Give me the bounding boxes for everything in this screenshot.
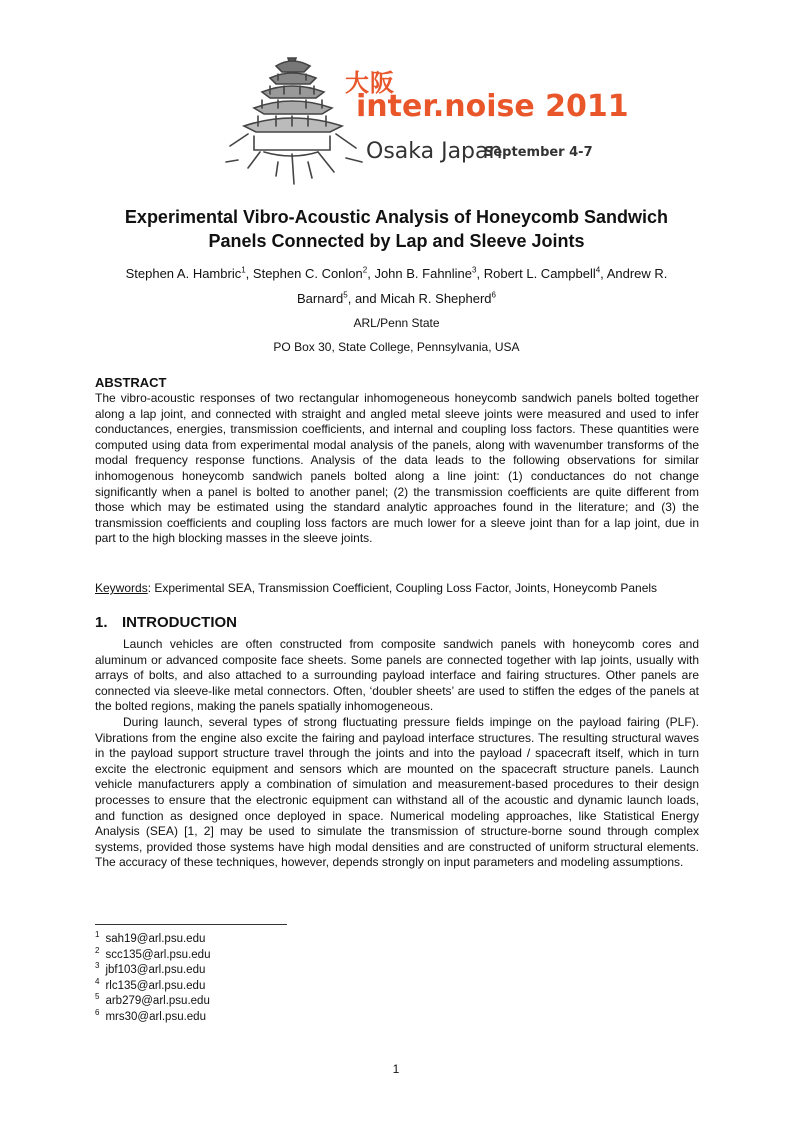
address: PO Box 30, State College, Pennsylvania, USA [273, 340, 520, 354]
affiliation: ARL/Penn State [353, 316, 440, 330]
footnote-email: mrs30@arl.psu.edu [105, 1010, 206, 1023]
author-mark: 5 [343, 290, 348, 300]
author-mark: 1 [241, 265, 246, 275]
author-name: Barnard [297, 291, 344, 306]
author-name: Micah R. Shepherd [380, 291, 492, 306]
author-mark: 4 [595, 265, 601, 275]
abstract-heading: ABSTRACT [95, 375, 167, 390]
paper-title-line2: Panels Connected by Lap and Sleeve Joints [208, 231, 585, 251]
author-name: John B. Fahnline [374, 266, 473, 281]
section-heading [95, 614, 237, 631]
section-title: INTRODUCTION [122, 614, 237, 631]
footnote [95, 945, 211, 964]
footnote [95, 932, 210, 948]
author-separator: , [245, 266, 253, 281]
footnote-email: sah19@arl.psu.edu [105, 933, 206, 945]
author-name: Stephen A. Hambric [125, 266, 242, 281]
footnote [95, 994, 210, 1010]
footnote-mark: 1 [95, 930, 100, 940]
logo-city: Osaka Japan [366, 139, 503, 164]
section-number: 1. [95, 614, 108, 631]
footnote-email: rlc135@arl.psu.edu [105, 979, 206, 992]
footnote-mark: 2 [95, 945, 100, 955]
footnote [95, 1007, 210, 1026]
author-mark: 6 [491, 290, 496, 300]
author-name: Robert L. Campbell [483, 266, 596, 281]
footnote-mark: 5 [95, 992, 100, 1002]
keywords-list: : Experimental SEA, Transmission Coefficient, Coupling Loss Factor, Joints, Honeycomb Panels [147, 581, 658, 595]
footnote [95, 963, 210, 979]
keywords-label: Keywords [95, 581, 148, 595]
author-name: Stephen C. Conlon [252, 266, 363, 281]
page-number: 1 [392, 1062, 400, 1076]
author-separator: , [367, 266, 375, 281]
author-separator: , [600, 266, 607, 281]
footnote-mark: 4 [95, 976, 100, 986]
paper-title-line1: Experimental Vibro-Acoustic Analysis of Honeycomb Sandwich [124, 207, 669, 227]
footnotes [95, 932, 210, 1025]
intro-paragraph: During launch, several types of strong fluctuating pressure fields impinge on the payload fairing (PLF). Vibrations from the engine also excite the fairing and payload interface structures. The resulting structural waves in the payload support structure travel through the joints and into the payload / spacecraft itself, which in turn excite the electronic equipment and sensors which are mounted on the spacecraft structure panels. Launch vehicle manufacturers apply a combination of simulation and measurement-based procedures to their design processes to ensure that the electronic equipment can withstand all of the acoustic and dynamic launch loads, and function as designed once deployed in space. Numerical modeling approaches, like Statistical Energy Analysis (SEA) [1, 2] may be used to simulate the transmission of structure-borne sound through complex systems, provided those systems have high modal densities and are constructed of uniform structural elements. The accuracy of these techniques, however, depends strongly on input parameters and modeling assumptions. [95, 714, 699, 870]
footnote-email: scc135@arl.psu.edu [105, 948, 211, 961]
abstract-text: The vibro-acoustic responses of two rectangular inhomogeneous honeycomb sandwich panels bolted together along a lap joint, and connected with straight and angled metal sleeve joints were measured and used to infer conductances, energies, transmission coefficients, and internal and coupling loss factors. These quantities were computed using data from experimental modal analysis of the panels, along with wavenumber transforms of the modal frequency response functions. Analysis of the data leads to the following observations for similar inhomogenous honeycomb sandwich panels bolted along a line joint: (1) conductances do not change significantly when a panel is bolted to another panel; (2) the transmission coefficients are quite different from those which may be estimated using the standard analytic approaches found in the literature; and (3) the transmission coefficients and coupling loss factors are much lower for a sleeve joint than for a lap joint, due in part to the high blocking masses in the sleeve joints. [95, 391, 699, 546]
author-list-line2 [60, 291, 733, 306]
author-mark: 3 [472, 265, 477, 275]
footnote-email: jbf103@arl.psu.edu [105, 964, 206, 976]
author-mark: 2 [362, 265, 368, 275]
keywords [95, 581, 715, 595]
footnote-mark: 3 [95, 961, 100, 971]
logo-conference-name: inter.noise 2011 [356, 89, 629, 124]
footnote-divider [95, 924, 287, 925]
footnote-email: arb279@arl.psu.edu [105, 995, 210, 1007]
logo-kanji: 大阪 [345, 69, 395, 97]
logo-date: September 4-7 [484, 145, 593, 160]
author-list-line1 [60, 266, 733, 281]
footnote [95, 976, 210, 995]
author-name: Andrew R. [606, 266, 668, 281]
introduction-body [95, 637, 699, 871]
author-separator: , and [347, 291, 381, 306]
author-separator: , [476, 266, 484, 281]
footnote-mark: 6 [95, 1007, 100, 1017]
intro-paragraph: Launch vehicles are often constructed from composite sandwich panels with honeycomb cores and aluminum or advanced composite face sheets. Some panels are connected together with lap joints, usually with arrays of bolts, and also attached to a surrounding payload interface and fairing structures. Other panels are connected via sleeve-like metal connectors. Often, ‘doubler sheets’ are used to stiffen the edges of the panels at the bolted regions, making the panels spatially inhomogeneous. [95, 637, 699, 714]
conference-logo [218, 50, 629, 190]
